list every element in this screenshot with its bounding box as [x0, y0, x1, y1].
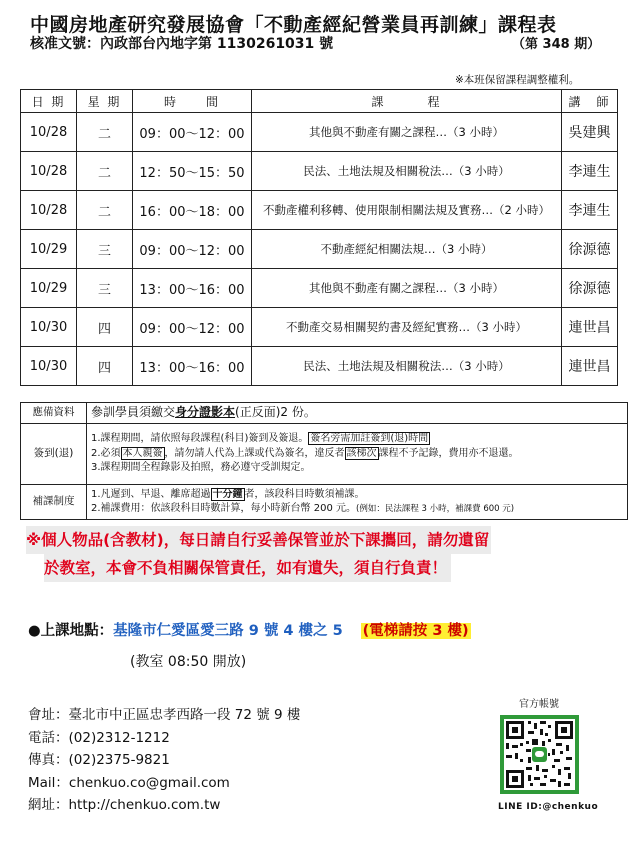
time-cell: 09：00～12：00	[133, 230, 252, 269]
schedule-row	[21, 230, 618, 269]
email-address: Mail：chenkuo.co@gmail.com	[28, 774, 230, 791]
course-cell: 民法、土地法規及相關稅法…（3 小時）	[252, 347, 562, 386]
column-header: 課 程	[252, 90, 562, 113]
rule-label: 應備資料	[21, 403, 87, 424]
office-address: 會址：臺北市中正區忠孝西路一段 72 號 9 樓	[28, 707, 301, 723]
rule-text-part: 1.凡遲到、早退、離席超過	[91, 488, 211, 500]
course-cell: 民法、土地法規及相關稅法…（3 小時）	[252, 152, 562, 191]
schedule-row	[21, 269, 618, 308]
boxed-note: 本人親簽	[122, 447, 163, 459]
weekday-cell: 三	[77, 269, 133, 308]
column-header: 時 間	[133, 90, 252, 113]
weekday-cell: 二	[77, 113, 133, 152]
schedule-row	[21, 113, 618, 152]
rule-line: 3.課程期間全程錄影及拍照，務必遵守受訓規定。	[91, 462, 311, 474]
schedule-row	[21, 152, 618, 191]
rule-line	[91, 502, 623, 517]
schedule-row	[21, 347, 618, 386]
course-cell: 不動產權利移轉、使用限制相關法規及實務…（2 小時）	[252, 191, 562, 230]
teacher-cell: 連世昌	[562, 347, 618, 386]
rules-table	[20, 402, 628, 520]
rule-text	[87, 485, 628, 520]
warning-line: 於教室，本會不負相關保管責任，如有遺失，須自行負責！	[44, 554, 451, 582]
schedule-row	[21, 191, 618, 230]
column-header: 星 期	[77, 90, 133, 113]
teacher-cell: 李連生	[562, 152, 618, 191]
weekday-cell: 四	[77, 347, 133, 386]
rule-row-materials	[21, 403, 628, 424]
rule-text-part: ，請勿請人代為上課或代為簽名，違反者	[164, 447, 345, 459]
date-cell: 10/28	[21, 152, 77, 191]
teacher-cell: 徐源德	[562, 269, 618, 308]
warning-line: ※個人物品(含教材)，每日請自行妥善保管並於下課攜回，請勿遺留	[26, 526, 491, 554]
boxed-note: 簽名旁需加註簽到(退)時間	[310, 433, 429, 445]
time-cell: 09：00～12：00	[133, 308, 252, 347]
rule-text-part: 2.必須	[91, 447, 121, 459]
line-id: LINE ID:@chenkuo	[498, 802, 599, 812]
rule-text-part: 參訓學員須繳交	[91, 405, 176, 420]
column-header: 日 期	[21, 90, 77, 113]
weekday-cell: 三	[77, 230, 133, 269]
schedule-header-row	[21, 90, 618, 113]
contact-info	[28, 704, 300, 817]
reserve-note: ※本班保留課程調整權利。	[455, 74, 580, 86]
rule-text-part: 2.補課費用：依該段科目時數計算，每小時新台幣 200 元。	[91, 503, 356, 514]
line-qr-code[interactable]	[500, 715, 579, 794]
course-cell: 不動產經紀相關法規…（3 小時）	[252, 230, 562, 269]
course-cell: 其他與不動產有關之課程…（3 小時）	[252, 113, 562, 152]
example-note: (例如：民法課程 3 小時，補課費 600 元)	[356, 504, 515, 514]
fax-number: 傳真：(02)2375-9821	[28, 752, 170, 768]
date-cell: 10/29	[21, 269, 77, 308]
website-url: 網址：http://chenkuo.com.tw	[28, 797, 221, 813]
page-title: 中國房地產研究發展協會「不動產經紀營業員再訓練」課程表	[30, 14, 557, 36]
approval-number: 核准文號：內政部台內地字第 1130261031 號	[30, 36, 334, 52]
teacher-cell: 李連生	[562, 191, 618, 230]
teacher-cell: 徐源德	[562, 230, 618, 269]
column-header: 講 師	[562, 90, 618, 113]
session-number: （第 348 期）	[512, 37, 601, 52]
weekday-cell: 四	[77, 308, 133, 347]
rule-label: 補課制度	[21, 485, 87, 520]
location-label: ●上課地點：	[28, 623, 114, 639]
time-cell: 09：00～12：00	[133, 113, 252, 152]
rule-line	[91, 447, 623, 462]
rule-text-part: (正反面)2 份。	[235, 405, 316, 420]
opening-time: (教室 08:50 開放)	[130, 654, 247, 670]
schedule-table	[20, 89, 618, 386]
date-cell: 10/30	[21, 347, 77, 386]
rule-text	[87, 424, 628, 485]
rule-row-signin	[21, 424, 628, 485]
date-cell: 10/28	[21, 113, 77, 152]
rule-row-makeup	[21, 485, 628, 520]
rule-text	[87, 403, 628, 424]
weekday-cell: 二	[77, 191, 133, 230]
location-address: 基隆市仁愛區愛三路 9 號 4 樓之 5	[113, 623, 343, 639]
teacher-cell: 吳建興	[562, 113, 618, 152]
id-copy-emphasis: 身分證影本	[175, 405, 236, 420]
date-cell: 10/30	[21, 308, 77, 347]
time-cell: 12：50～15：50	[133, 152, 252, 191]
official-account-label: 官方帳號	[519, 699, 559, 710]
course-cell: 其他與不動產有關之課程…（3 小時）	[252, 269, 562, 308]
schedule-row	[21, 308, 618, 347]
rule-text-part: 者，該段科目時數須補課。	[244, 488, 365, 500]
phone-number: 電話：(02)2312-1212	[28, 729, 170, 746]
rule-text-part: 課程不予記錄，費用亦不退還。	[378, 447, 519, 459]
course-cell: 不動產交易相關契約書及經紀實務…（3 小時）	[252, 308, 562, 347]
rule-line	[91, 432, 623, 447]
belongings-warning	[26, 526, 491, 582]
date-cell: 10/29	[21, 230, 77, 269]
weekday-cell: 二	[77, 152, 133, 191]
rule-line	[91, 488, 623, 503]
boxed-note: 十分鐘	[212, 488, 243, 500]
time-cell: 16：00～18：00	[133, 191, 252, 230]
date-cell: 10/28	[21, 191, 77, 230]
class-location	[28, 619, 471, 640]
elevator-note: (電梯請按 3 樓)	[362, 623, 469, 639]
rule-label: 簽到(退)	[21, 424, 87, 485]
time-cell: 13：00～16：00	[133, 347, 252, 386]
teacher-cell: 連世昌	[562, 308, 618, 347]
time-cell: 13：00～16：00	[133, 269, 252, 308]
qr-code-icon	[500, 715, 579, 794]
rule-text-part: 1.課程期間，請依照每段課程(科目)簽到及簽退。	[91, 433, 309, 445]
boxed-note: 該梯次	[346, 447, 377, 459]
